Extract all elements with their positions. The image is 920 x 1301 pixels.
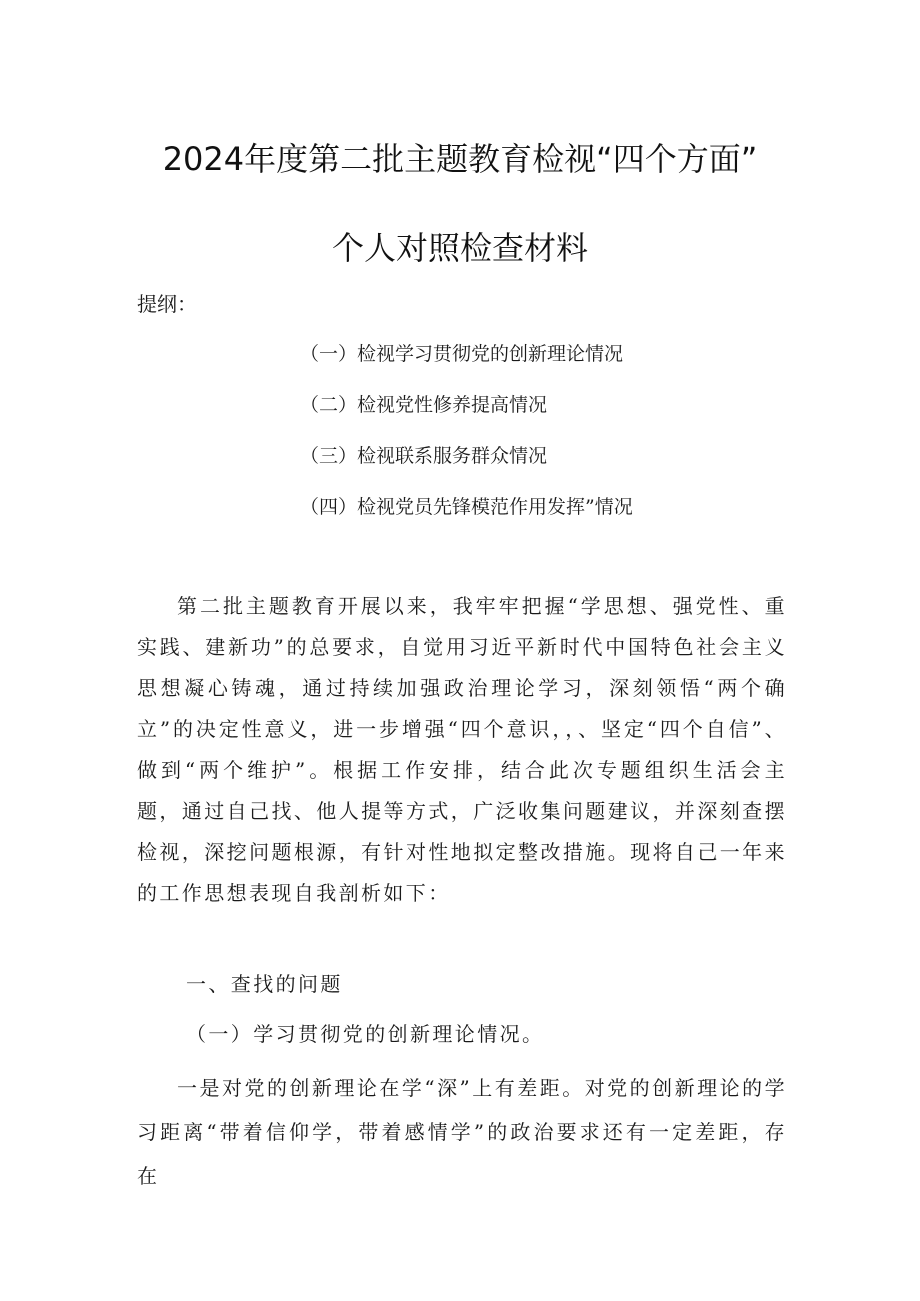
outline-label: 提纲： <box>137 292 197 316</box>
intro-paragraph: 第二批主题教育开展以来，我牢牢把握“学思想、强党性、重实践、建新功”的总要求，自觉用习近平新时代中国特色社会主义思想凝心铸魂，通过持续加强政治理论学习，深刻领悟“两个确立”的决定性意义，进一步增强“四个意识，，、坚定“四个自信”、做到“两个维护”。根据工作安排，结合此次专题组织生活会主题，通过自己找、他人提等方式，广泛收集问题建议，并深刻查摆检视，深挖问题根源，有针对性地拟定整改措施。现将自己一年来的工作思想表现自我剖析如下： <box>137 594 787 905</box>
outline-list <box>300 340 633 544</box>
intro-section <box>137 586 787 914</box>
outline-item-3: （三）检视联系服务群众情况 <box>300 445 548 467</box>
section-heading: 一、查找的问题 <box>186 972 343 996</box>
document-title-line-1: 2024年度第二批主题教育检视“四个方面” <box>162 140 758 178</box>
outline-item-4: （四）检视党员先锋模范作用发挥”情况 <box>300 496 633 518</box>
document-title-line-2: 个人对照检查材料 <box>331 229 588 267</box>
section-body <box>137 1066 787 1198</box>
section-paragraph: 一是对党的创新理论在学“深”上有差距。对党的创新理论的学习距离“带着信仰学，带着感情学”的政治要求还有一定差距，存在 <box>137 1076 787 1188</box>
outline-item-1: （一）检视学习贯彻党的创新理论情况 <box>300 343 624 365</box>
outline-item-2: （二）检视党性修养提高情况 <box>300 394 548 416</box>
subsection-heading: （一）学习贯彻党的创新理论情况。 <box>186 1022 545 1046</box>
